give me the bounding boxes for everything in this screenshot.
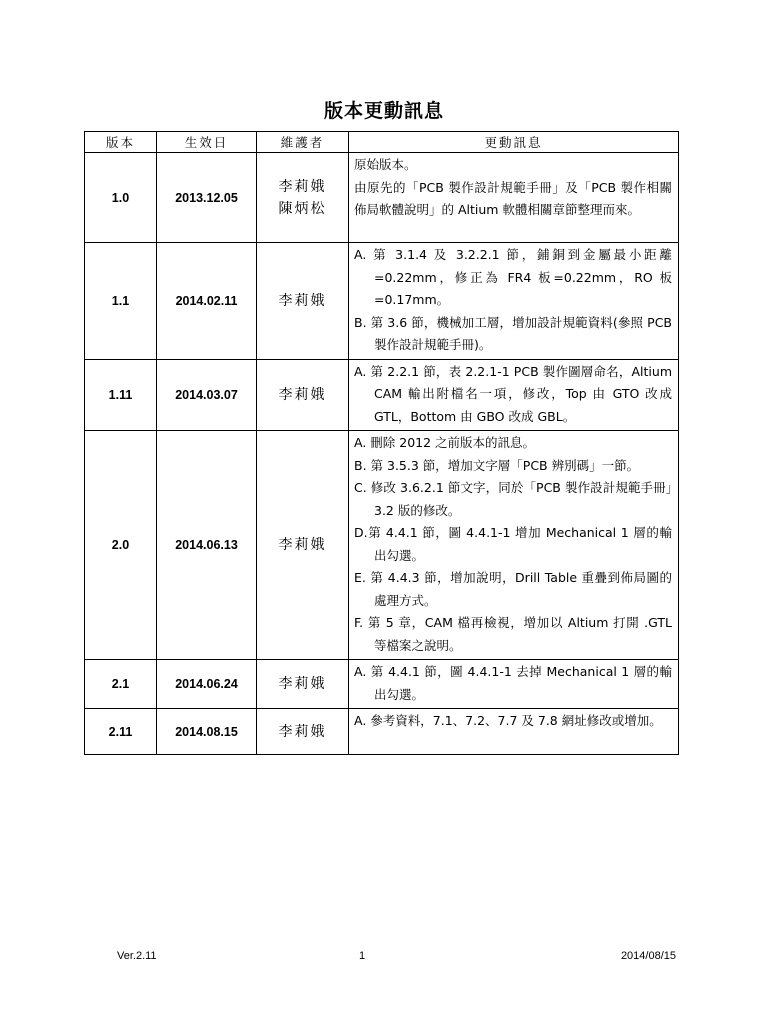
header-date: 生效日 bbox=[157, 132, 257, 153]
table-row bbox=[85, 709, 679, 755]
page-title: 版本更動訊息 bbox=[323, 100, 444, 122]
change-item: E. 第 4.4.3 節，增加說明，Drill Table 重疊到佈局圖的處理方式。 bbox=[354, 570, 672, 608]
maintainer-name: 李莉娥 bbox=[278, 537, 327, 553]
date-cell: 2014.06.24 bbox=[157, 660, 257, 709]
changes-cell bbox=[349, 153, 679, 243]
changes-cell bbox=[349, 431, 679, 660]
change-item: A. 第 3.1.4 及 3.2.2.1 節，鋪銅到金屬最小距離=0.22mm，修正為 FR4 板=0.22mm，RO 板=0.17mm。 bbox=[354, 247, 672, 307]
version-cell: 2.1 bbox=[85, 660, 157, 709]
table-row bbox=[85, 153, 679, 243]
date-cell: 2014.03.07 bbox=[157, 359, 257, 431]
footer-date: 2014/08/15 bbox=[620, 950, 676, 962]
date-cell: 2014.06.13 bbox=[157, 431, 257, 660]
change-item: A. 第 4.4.1 節，圖 4.4.1-1 去掉 Mechanical 1 層的輸出勾選。 bbox=[354, 664, 672, 702]
date-cell: 2013.12.05 bbox=[157, 153, 257, 243]
version-cell: 2.11 bbox=[85, 709, 157, 755]
version-cell: 1.11 bbox=[85, 359, 157, 431]
maintainer-cell bbox=[257, 359, 349, 431]
change-item: D.第 4.4.1 節，圖 4.4.1-1 增加 Mechanical 1 層的輸出勾選。 bbox=[354, 525, 672, 563]
change-item: B. 第 3.6 節，機械加工層，增加設計規範資料(參照 PCB 製作設計規範手冊)。 bbox=[354, 314, 672, 352]
table-row bbox=[85, 243, 679, 360]
maintainer-name: 李莉娥 bbox=[278, 386, 327, 403]
changes-cell bbox=[349, 709, 679, 755]
maintainer-name: 李莉娥 bbox=[278, 723, 327, 740]
header-version: 版本 bbox=[85, 132, 157, 153]
date-cell: 2014.02.11 bbox=[157, 243, 257, 360]
maintainer-name: 李莉娥 bbox=[278, 676, 327, 692]
maintainer-cell bbox=[257, 431, 349, 660]
change-item: A. 參考資料，7.1、7.2、7.7 及 7.8 網址修改或增加。 bbox=[354, 713, 662, 728]
table-row bbox=[85, 431, 679, 660]
change-item: C. 修改 3.6.2.1 節文字，同於「PCB 製作設計規範手冊」3.2 版的修改。 bbox=[354, 480, 672, 518]
maintainer-name: 李莉娥 bbox=[278, 178, 327, 195]
table-row bbox=[85, 660, 679, 709]
header-maintainer: 維護者 bbox=[257, 132, 349, 153]
footer-version: Ver.2.11 bbox=[117, 950, 157, 962]
change-item: A. 刪除 2012 之前版本的訊息。 bbox=[354, 435, 536, 450]
change-item: 由原先的「PCB 製作設計規範手冊」及「PCB 製作相關佈局軟體說明」的 Altium 軟體相關章節整理而來。 bbox=[354, 179, 672, 217]
changes-cell bbox=[349, 660, 679, 709]
version-cell: 1.0 bbox=[85, 153, 157, 243]
change-item: 原始版本。 bbox=[354, 157, 417, 172]
maintainer-cell bbox=[257, 709, 349, 755]
table-header-row bbox=[85, 132, 679, 153]
version-cell: 2.0 bbox=[85, 431, 157, 660]
changes-cell bbox=[349, 243, 679, 360]
maintainer-name: 陳炳松 bbox=[278, 200, 327, 217]
maintainer-cell bbox=[257, 660, 349, 709]
header-changes: 更動訊息 bbox=[349, 132, 679, 153]
maintainer-cell bbox=[257, 153, 349, 243]
change-item: F. 第 5 章，CAM 檔再檢視，增加以 Altium 打開 .GTL 等檔案之說明。 bbox=[354, 615, 672, 653]
footer-page-number: 1 bbox=[358, 950, 366, 962]
changes-cell bbox=[349, 359, 679, 431]
date-cell: 2014.08.15 bbox=[157, 709, 257, 755]
maintainer-name: 李莉娥 bbox=[278, 292, 327, 309]
table-row bbox=[85, 359, 679, 431]
change-item: A. 第 2.2.1 節，表 2.2.1-1 PCB 製作圖層命名，Altium CAM 輸出附檔名一項，修改，Top 由 GTO 改成 GTL，Bottom 由 GBO 改成 GBL。 bbox=[354, 363, 672, 424]
maintainer-cell bbox=[257, 243, 349, 360]
revision-table bbox=[84, 131, 679, 755]
version-cell: 1.1 bbox=[85, 243, 157, 360]
change-item: B. 第 3.5.3 節，增加文字層「PCB 辨別碼」一節。 bbox=[354, 457, 640, 473]
